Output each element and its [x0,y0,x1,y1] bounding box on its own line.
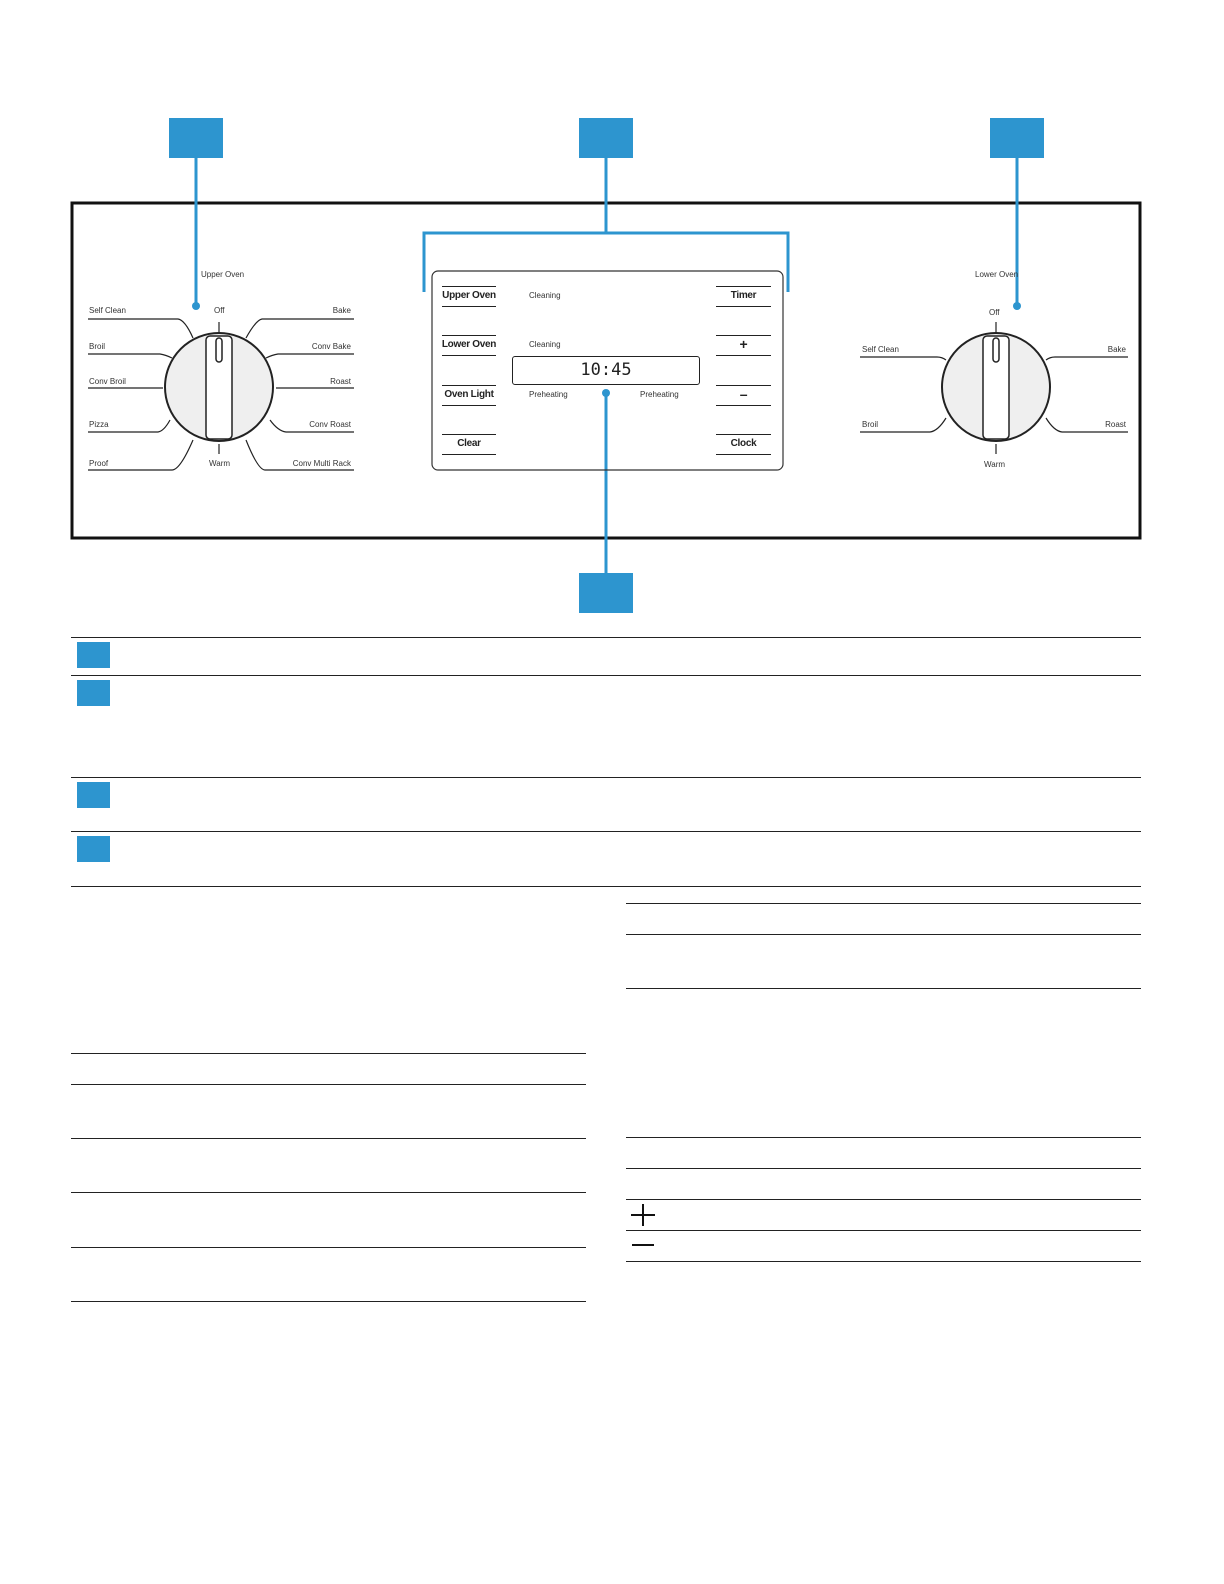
clear-button-top-line [442,434,496,435]
leader-panel-bracket [424,233,788,292]
upper-knob-roast: Roast [330,377,351,386]
clear-button-bottom-line [442,454,496,455]
legend-rule-1 [71,637,1141,638]
upper-knob-pizza: Pizza [89,420,109,429]
lower-oven-button[interactable]: Lower Oven [441,339,497,350]
clock-button[interactable]: Clock [730,438,757,449]
minus-button-bottom-line [716,405,771,406]
clear-button[interactable]: Clear [457,438,481,449]
lower-oven-button-bottom-line [442,355,496,356]
lower-knob-self-clean: Self Clean [862,345,899,354]
upper-oven-button[interactable]: Upper Oven [442,290,496,301]
timer-button[interactable]: Timer [730,290,757,301]
left-table-rule-2 [71,1084,586,1085]
minus-icon [630,1236,656,1254]
lower-knob-warm: Warm [984,460,1006,469]
legend-tag-2 [77,680,110,706]
upper-oven-button-top-line [442,286,496,287]
lower-knob-roast: Roast [1105,420,1126,429]
left-table-rule-4 [71,1192,586,1193]
legend-rule-5 [71,886,1141,887]
plus-button[interactable]: + [739,336,748,352]
minus-button[interactable]: – [739,386,748,402]
plus-button-bottom-line [716,355,771,356]
right-table-rule-7 [626,1230,1141,1231]
left-table-rule-6 [71,1301,586,1302]
oven-light-button-top-line [442,385,496,386]
time-display-text: 10:45 [580,360,632,380]
upper-knob-off: Off [214,306,225,315]
upper-knob-conv-roast: Conv Roast [309,420,351,429]
legend-rule-3 [71,777,1141,778]
legend-rule-2 [71,675,1141,676]
lower-oven-title: Lower Oven [975,270,1019,279]
upper-knob-conv-broil: Conv Broil [89,377,126,386]
left-table-rule-1 [71,1053,586,1054]
right-table-rule-1 [626,903,1141,904]
oven-light-button-bottom-line [442,405,496,406]
lower-knob-broil: Broil [862,420,879,429]
clock-button-bottom-line [716,454,771,455]
legend-rule-4 [71,831,1141,832]
upper-cleaning-status: Cleaning [529,291,561,300]
right-table-rule-4 [626,1137,1141,1138]
legend-tag-1 [77,642,110,668]
right-table-rule-5 [626,1168,1141,1169]
upper-knob-broil: Broil [89,342,106,351]
time-display [512,356,700,385]
lower-knob-bake: Bake [1107,345,1126,354]
left-table-rule-5 [71,1247,586,1248]
upper-knob-conv-bake: Conv Bake [311,342,351,351]
left-table-rule-3 [71,1138,586,1139]
leader-dot-lower [1013,302,1021,310]
upper-knob-bake: Bake [332,306,351,315]
timer-button-bottom-line [716,306,771,307]
upper-oven-title: Upper Oven [201,270,245,279]
right-table-rule-2 [626,934,1141,935]
leader-dot-display [602,389,610,397]
lower-cleaning-status: Cleaning [529,340,561,349]
upper-knob-self-clean: Self Clean [89,306,126,315]
right-table-rule-3 [626,988,1141,989]
upper-knob-conv-multi-rack: Conv Multi Rack [292,459,351,468]
right-table-rule-8 [626,1261,1141,1262]
panel-diagram [0,0,1224,640]
upper-knob-warm: Warm [209,459,231,468]
legend-tag-3 [77,782,110,808]
clock-button-top-line [716,434,771,435]
plus-icon [630,1203,656,1227]
right-table-rule-6 [626,1199,1141,1200]
timer-button-top-line [716,286,771,287]
preheating-left-status: Preheating [529,390,568,399]
upper-oven-button-bottom-line [442,306,496,307]
legend-tag-4 [77,836,110,862]
lower-oven-button-top-line [442,335,496,336]
upper-knob-proof: Proof [89,459,109,468]
preheating-right-status: Preheating [640,390,679,399]
leader-dot-upper [192,302,200,310]
lower-knob-off: Off [989,308,1000,317]
lower-oven-knob [860,322,1128,454]
oven-light-button[interactable]: Oven Light [444,389,494,400]
